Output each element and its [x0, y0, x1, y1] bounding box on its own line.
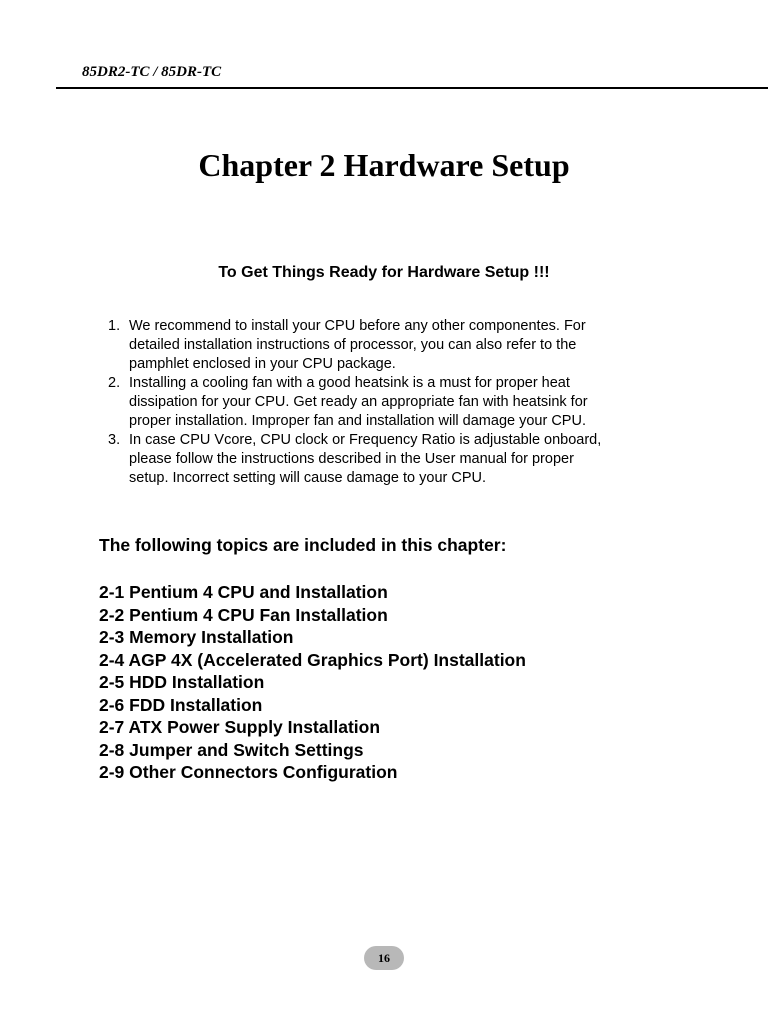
topic-item-2-4: 2-4 AGP 4X (Accelerated Graphics Port) Installation [99, 649, 526, 670]
topic-item-2-1: 2-1 Pentium 4 CPU and Installation [99, 582, 388, 602]
topic-item-2-8: 2-8 Jumper and Switch Settings [99, 739, 364, 760]
item-number: 2. [108, 375, 121, 391]
preparation-heading: To Get Things Ready for Hardware Setup !!! [218, 264, 550, 281]
topic-item-2-5: 2-5 HDD Installation [99, 672, 265, 692]
preparation-item [108, 317, 688, 374]
item-line: setup. Incorrect setting will cause damage to your CPU. [129, 470, 487, 486]
item-number: 1. [108, 318, 121, 334]
item-line: Installing a cooling fan with a good heatsink is a must for proper heat [129, 375, 570, 391]
topic-item-2-7: 2-7 ATX Power Supply Installation [99, 717, 381, 737]
item-line: pamphlet enclosed in your CPU package. [129, 356, 396, 372]
item-line: please follow the instructions described in the User manual for proper [129, 451, 574, 467]
header-model-label: 85DR2-TC / 85DR-TC [82, 64, 222, 80]
item-line: proper installation. Improper fan and installation will damage your CPU. [129, 413, 586, 429]
topics-list [99, 581, 526, 784]
topic-item-2-2: 2-2 Pentium 4 CPU Fan Installation [99, 604, 388, 625]
item-line: We recommend to install your CPU before any other componentes. For [129, 318, 586, 334]
topic-item-2-6: 2-6 FDD Installation [99, 694, 263, 715]
item-line: dissipation for your CPU. Get ready an appropriate fan with heatsink for [129, 394, 588, 410]
preparation-list [108, 317, 688, 488]
chapter-title: Chapter 2 Hardware Setup [198, 147, 570, 183]
topics-intro: The following topics are included in this chapter: [99, 535, 507, 555]
preparation-item [108, 431, 688, 488]
item-line: In case CPU Vcore, CPU clock or Frequency Ratio is adjustable onboard, [129, 432, 602, 448]
preparation-item [108, 374, 688, 431]
item-line: detailed installation instructions of processor, you can also refer to the [129, 337, 577, 353]
page-number-badge: 16 [364, 946, 404, 970]
header-divider [56, 87, 768, 89]
topic-item-2-9: 2-9 Other Connectors Configuration [99, 762, 398, 782]
topic-item-2-3: 2-3 Memory Installation [99, 627, 294, 647]
item-number: 3. [108, 432, 121, 448]
